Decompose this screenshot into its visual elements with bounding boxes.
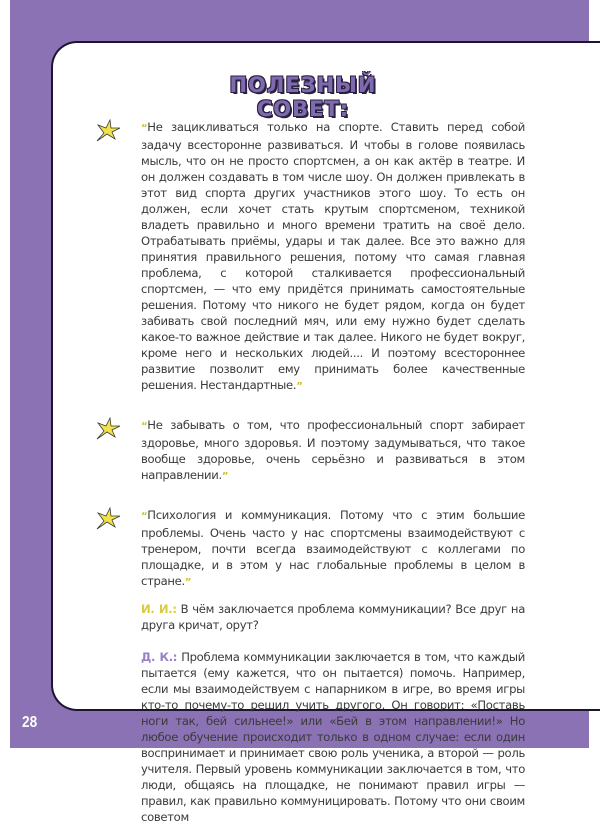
dialogue-question — [141, 601, 525, 633]
dialogue-answer — [141, 649, 525, 825]
page-number: 28 — [22, 714, 38, 731]
star-icon — [95, 417, 121, 441]
open-quote-icon: “ — [141, 421, 148, 432]
tip-3 — [141, 507, 525, 591]
speaker-label: Д. К.: — [141, 650, 178, 664]
close-quote-icon: ” — [221, 471, 229, 482]
close-quote-icon: ” — [184, 577, 192, 588]
tip-3-text: Психология и коммуникация. Потому что с этим большие проблемы. Очень часто у нас спортсмены взаимодействуют с тренером, почти всегда взаимодействуют с коллегами по площадке, и в этом у нас глобальные проблемы в целом в стране. — [141, 508, 525, 588]
star-icon — [95, 507, 121, 531]
tip-2-text: Не забывать о том, что профессиональный спорт забирает здоровье, много здоровья. И поэтому задумываться, что такое вообще здоровье, очень серьёзно и развиваться в этом направлении. — [141, 418, 525, 482]
open-quote-icon: “ — [141, 123, 148, 134]
tip-1-text: Не зацикливаться только на спорте. Ставить перед собой задачу всесторонне развиваться. И чтобы в голове появилась мысль, что он не просто спортсмен, а он как актёр в театре. И он должен создавать в том числе шоу. Он должен привлекать в этот вид спорта других участников этого шоу. То есть он должен, если хочет стать крутым спортсменом, техникой владеть правильно и много времени тратить на своё дело. Отрабатывать приёмы, удары и так далее. Все это важно для принятия правильного решения, потому что самая главная проблема, с которой сталкивается профессиональный спортсмен, — что ему придётся принимать самостоятельные решения. Потому что никого не будет рядом, когда он будет забивать свой последний мяч, или ему нужно будет сделать какое-то важное действие и так далее. Никого не будет вокруг, кроме него и нескольких людей.... И поэтому всестороннее развитие позволит ему принимать более качественные решения. Нестандартные. — [141, 120, 525, 392]
content-column — [141, 119, 525, 825]
content-card — [51, 41, 600, 824]
tip-1 — [141, 119, 525, 395]
speaker-label: И. И.: — [141, 602, 177, 616]
answer-text: Проблема коммуникации заключается в том, что каждый пытается (ему кажется, что он пытается) помочь. Например, если мы взаимодействуем с напарником в игре, во время игры кто-то почему-то решил учить другого. Он говорит: «Поставь ноги так, бей сильнее!» или «Бей в этом направлении!» Но любое обучение происходит только в одном случае: если один воспринимает и принимает свою роль ученика, а второй — роль учителя. Первый уровень коммуникации заключается в том, что люди, общаясь на площадке, не понимают правил игры — правил, как правильно коммуницировать. Потому что они своим советом — [141, 650, 526, 824]
tip-2 — [141, 417, 525, 485]
question-text: В чём заключается проблема коммуникации? Все друг на друга кричат, орут? — [141, 602, 525, 632]
open-quote-icon: “ — [141, 511, 148, 522]
close-quote-icon: ” — [296, 381, 303, 392]
star-icon — [95, 119, 121, 143]
page-title: ПОЛЕЗНЫЙ СОВЕТ: — [229, 73, 377, 121]
